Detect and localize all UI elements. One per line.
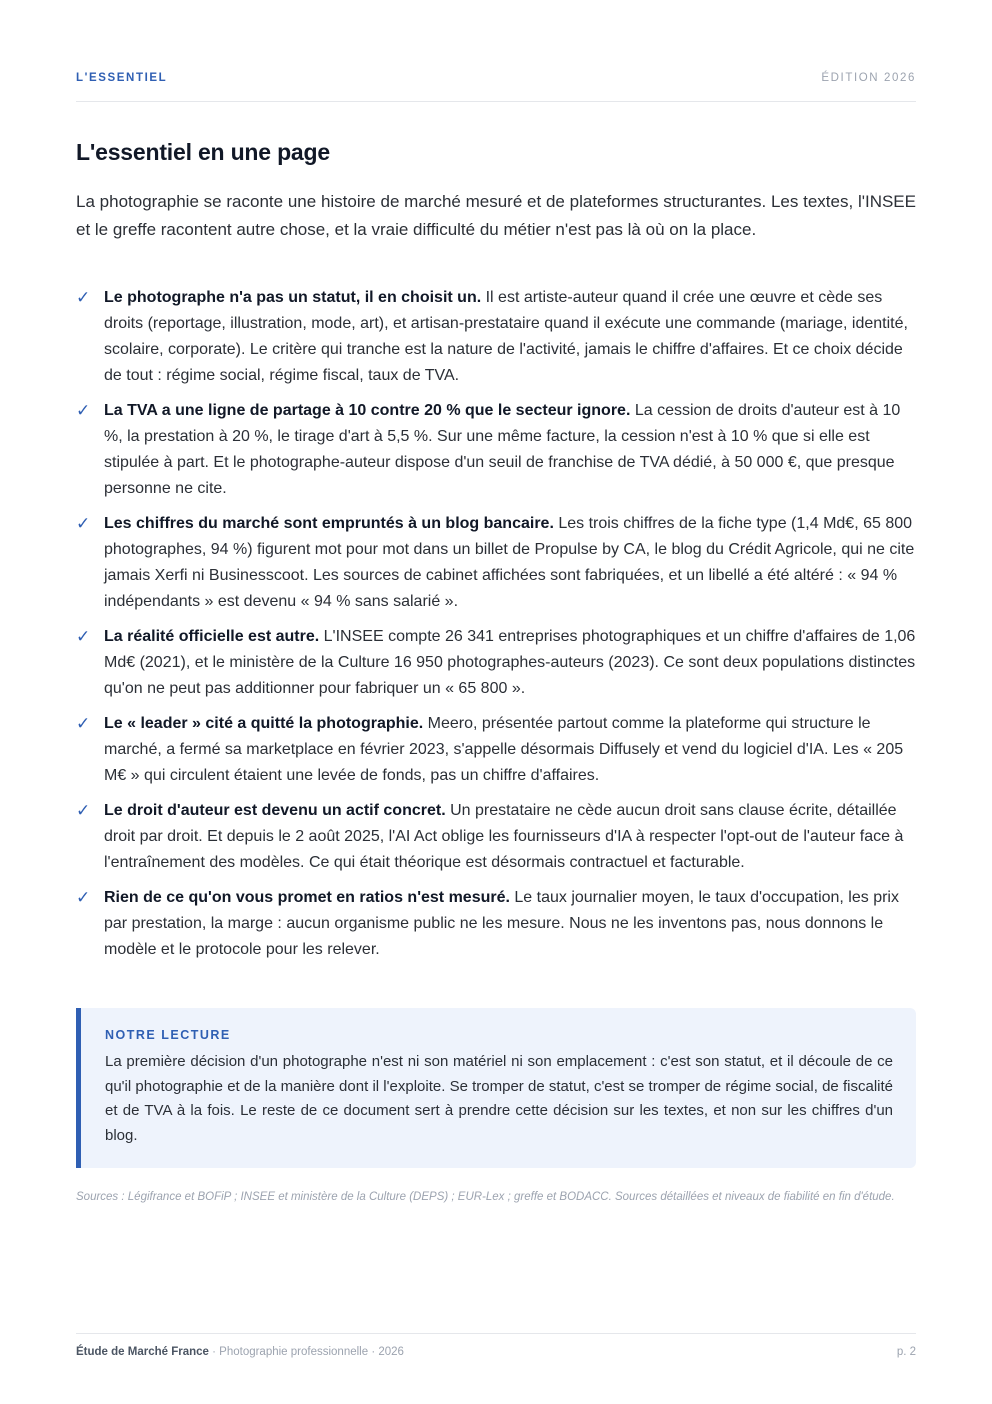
key-point-text: Il est artiste-auteur quand il crée une œuvre et cède ses droits (reportage, illustration, mode, art), et artisan-prestataire quand il exécute une commande (mariage, identité, scolaire, corporate). Le critère qui tranche est la nature de l'activité, jamais le chiffre d'affaires. Et ce choix décide de tout : régime social, régime fiscal, taux de TVA. [104, 289, 908, 384]
check-icon: ✓ [76, 888, 91, 907]
page [76, 0, 916, 1404]
edition-label: ÉDITION 2026 [821, 72, 916, 84]
section-label: L'ESSENTIEL [76, 72, 168, 84]
page-header [76, 72, 916, 102]
check-icon: ✓ [76, 288, 91, 307]
key-point-text: L'INSEE compte 26 341 entreprises photographiques et un chiffre d'affaires de 1,06 Md€ (2021), et le ministère de la Culture 16 950 photographes-auteurs (2023). Ce sont deux populations distinctes qu'on ne peut pas additionner pour fabriquer un « 65 800 ». [104, 628, 916, 697]
page-footer [76, 1333, 916, 1358]
key-point [76, 885, 916, 963]
key-point-heading: La réalité officielle est autre. [104, 628, 320, 645]
check-icon: ✓ [76, 401, 91, 420]
key-point-heading: La TVA a une ligne de partage à 10 contre 20 % que le secteur ignore. [104, 402, 631, 419]
check-icon: ✓ [76, 714, 91, 733]
key-point-text: La cession de droits d'auteur est à 10 %, la prestation à 20 %, le tirage d'art à 5,5 %. Sur une même facture, la cession n'est à 10 % que si elle est stipulée à part. Et le photographe-auteur dispose d'un seuil de franchise de TVA dédié, à 50 000 €, que presque personne ne cite. [104, 402, 901, 497]
key-points-list [76, 285, 916, 972]
check-icon: ✓ [76, 801, 91, 820]
key-point [76, 398, 916, 502]
reading-callout [76, 1008, 916, 1168]
key-point-text: Les trois chiffres de la fiche type (1,4 Md€, 65 800 photographes, 94 %) figurent mot pour mot dans un billet de Propulse by CA, le blog du Crédit Agricole, qui ne cite jamais Xerfi ni Businesscoot. Les sources de cabinet affichées sont fabriquées, et un libellé a été altéré : « 94 % indépendants » est devenu « 94 % sans salarié ». [104, 515, 915, 610]
key-point-heading: Le « leader » cité a quitté la photographie. [104, 715, 424, 732]
intro-paragraph: La photographie se raconte une histoire de marché mesuré et de plateformes structurantes. Les textes, l'INSEE et le greffe racontent autre chose, et la vraie difficulté du métier n'est pas là où on la place. [76, 192, 916, 239]
callout-text: La première décision d'un photographe n'est ni son matériel ni son emplacement : c'est son statut, et il découle de ce qu'il photographie et de la manière dont il l'exploite. Se tromper de statut, c'est se tromper de régime social, de fiscalité et de TVA à la fois. Le reste de ce document sert à prendre cette décision sur les textes, et non sur les chiffres d'un blog. [105, 1053, 893, 1144]
callout-label: NOTRE LECTURE [105, 1028, 231, 1042]
page-number: p. 2 [896, 1346, 916, 1358]
key-point-heading: Rien de ce qu'on vous promet en ratios n'est mesuré. [104, 889, 510, 906]
key-point [76, 624, 916, 702]
key-point-heading: Le droit d'auteur est devenu un actif concret. [104, 802, 446, 819]
key-point [76, 711, 916, 789]
check-icon: ✓ [76, 514, 91, 533]
key-point-heading: Les chiffres du marché sont empruntés à un blog bancaire. [104, 515, 554, 532]
key-point [76, 511, 916, 615]
key-point-text: Un prestataire ne cède aucun droit sans clause écrite, détaillée droit par droit. Et depuis le 2 août 2025, l'AI Act oblige les fournisseurs d'IA à respecter l'opt-out de l'auteur face à l'entraînement des modèles. Ce qui était théorique est désormais contractuel et facturable. [104, 802, 904, 871]
check-icon: ✓ [76, 627, 91, 646]
footer-subtitle: · Photographie professionnelle · 2026 [208, 1346, 404, 1358]
key-point-text: Le taux journalier moyen, le taux d'occupation, les prix par prestation, la marge : aucun organisme public ne les mesure. Nous ne les inventons pas, nous donnons le modèle et le protocole pour les relever. [104, 889, 899, 958]
key-point [76, 285, 916, 389]
sources-note: Sources : Légifrance et BOFiP ; INSEE et ministère de la Culture (DEPS) ; EUR-Lex ; greffe et BODACC. Sources détaillées et niveaux de fiabilité en fin d'étude. [76, 1191, 895, 1203]
page-title: L'essentiel en une page [76, 139, 330, 165]
key-point-text: Meero, présentée partout comme la plateforme qui structure le marché, a fermé sa marketplace en février 2023, s'appelle désormais Diffusely et vend du logiciel d'IA. Les « 205 M€ » qui circulent étaient une levée de fonds, pas un chiffre d'affaires. [104, 715, 904, 784]
key-point-heading: Le photographe n'a pas un statut, il en choisit un. [104, 289, 482, 306]
key-point [76, 798, 916, 876]
footer-brand: Étude de Marché France [76, 1346, 209, 1358]
